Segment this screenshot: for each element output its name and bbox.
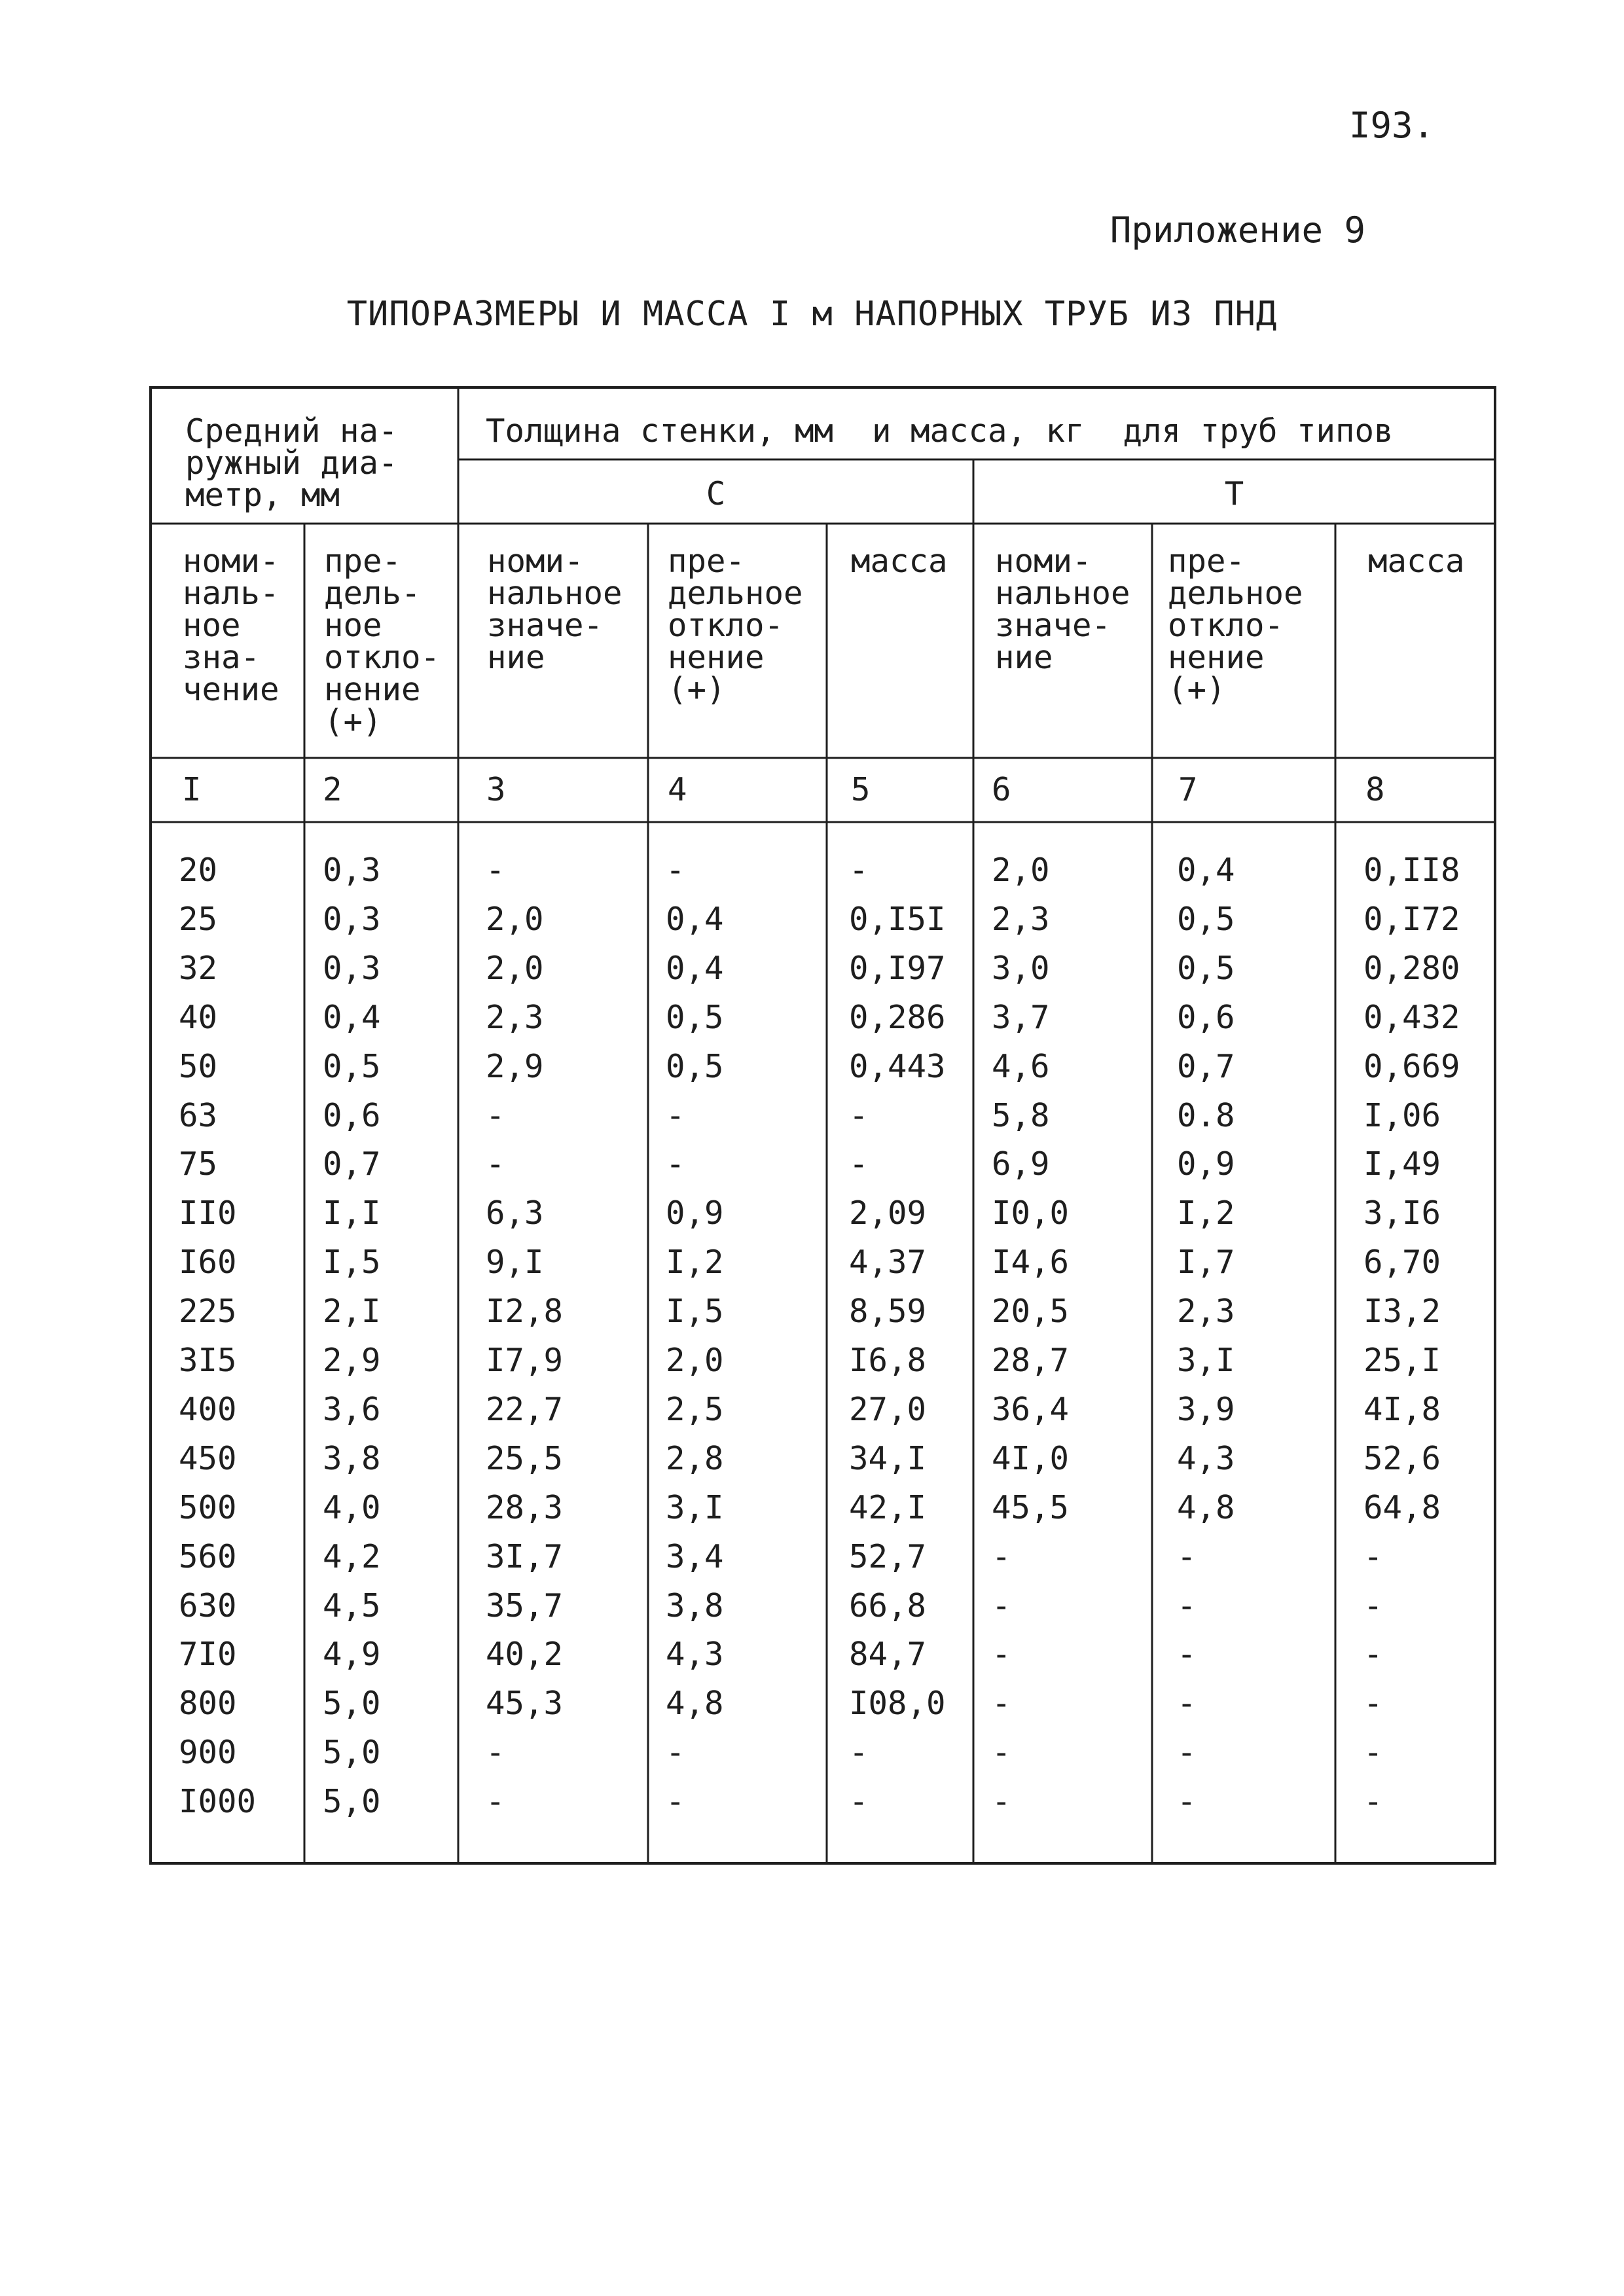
table-cell-c-mass: 34,I: [849, 1440, 927, 1477]
subheader-t-mass: масса: [1368, 543, 1465, 580]
column-number-3: 3: [486, 771, 506, 808]
table-cell-c-nominal-thickness: 28,3: [486, 1489, 564, 1526]
column-number-8: 8: [1365, 771, 1385, 808]
table-cell-t-thickness-tolerance: 2,3: [1177, 1293, 1235, 1330]
table-cell-t-nominal-thickness: -: [992, 1783, 1011, 1820]
table-cell-c-mass: 27,0: [849, 1391, 927, 1428]
table-cell-t-nominal-thickness: -: [992, 1734, 1011, 1771]
table-cell-t-mass: -: [1363, 1734, 1383, 1771]
subheader-nominal-diameter: номи- наль- ное зна- чение: [183, 543, 280, 708]
table-cell-diameter-tolerance: 3,8: [323, 1440, 381, 1477]
table-cell-t-thickness-tolerance: 0,6: [1177, 999, 1235, 1036]
table-cell-c-thickness-tolerance: -: [666, 1783, 685, 1820]
table-cell-diameter-tolerance: 5,0: [323, 1734, 381, 1771]
table-cell-c-thickness-tolerance: 3,8: [666, 1587, 724, 1624]
subheader-diameter-tolerance: пре- дель- ное откло- нение (+): [324, 543, 441, 740]
table-cell-nominal-diameter: 225: [179, 1293, 237, 1330]
table-cell-t-nominal-thickness: 5,8: [992, 1097, 1050, 1134]
table-cell-diameter-tolerance: 3,6: [323, 1391, 381, 1428]
table-cell-c-nominal-thickness: 9,I: [486, 1244, 544, 1281]
table-cell-t-mass: 3,I6: [1363, 1194, 1441, 1232]
table-cell-t-nominal-thickness: 3,7: [992, 999, 1050, 1036]
table-cell-c-mass: 66,8: [849, 1587, 927, 1624]
table-cell-t-nominal-thickness: 6,9: [992, 1145, 1050, 1183]
table-cell-diameter-tolerance: I,I: [323, 1194, 381, 1232]
table-cell-c-nominal-thickness: -: [486, 1145, 505, 1183]
table-cell-t-thickness-tolerance: 0,9: [1177, 1145, 1235, 1183]
table-cell-c-mass: -: [849, 1097, 869, 1134]
table-cell-t-thickness-tolerance: 0,5: [1177, 950, 1235, 987]
table-cell-t-mass: 52,6: [1363, 1440, 1441, 1477]
table-cell-nominal-diameter: 560: [179, 1538, 237, 1575]
table-cell-t-mass: I3,2: [1363, 1293, 1441, 1330]
table-cell-t-thickness-tolerance: 4,8: [1177, 1489, 1235, 1526]
header-type-t: Т: [1224, 475, 1244, 512]
table-cell-c-nominal-thickness: 35,7: [486, 1587, 564, 1624]
table-cell-diameter-tolerance: 4,2: [323, 1538, 381, 1575]
table-cell-diameter-tolerance: 0,5: [323, 1048, 381, 1085]
table-cell-t-nominal-thickness: 36,4: [992, 1391, 1070, 1428]
table-cell-diameter-tolerance: 0,3: [323, 901, 381, 938]
table-cell-c-nominal-thickness: I2,8: [486, 1293, 564, 1330]
table-cell-t-nominal-thickness: -: [992, 1538, 1011, 1575]
table-cell-t-mass: -: [1363, 1587, 1383, 1624]
table-cell-t-thickness-tolerance: -: [1177, 1538, 1197, 1575]
table-cell-c-nominal-thickness: -: [486, 1783, 505, 1820]
table-cell-c-nominal-thickness: -: [486, 1097, 505, 1134]
table-cell-t-nominal-thickness: -: [992, 1685, 1011, 1722]
table-cell-t-nominal-thickness: 45,5: [992, 1489, 1070, 1526]
table-cell-t-mass: I,49: [1363, 1145, 1441, 1183]
table-cell-c-mass: 0,I97: [849, 950, 946, 987]
table-cell-nominal-diameter: 25: [179, 901, 218, 938]
table-cell-diameter-tolerance: 4,0: [323, 1489, 381, 1526]
table-cell-t-thickness-tolerance: 0,5: [1177, 901, 1235, 938]
column-number-1: I: [182, 771, 202, 808]
table-cell-t-nominal-thickness: 3,0: [992, 950, 1050, 987]
table-cell-t-mass: 0,280: [1363, 950, 1460, 987]
table-cell-c-thickness-tolerance: 0,4: [666, 901, 724, 938]
column-number-2: 2: [323, 771, 342, 808]
table-cell-t-nominal-thickness: 28,7: [992, 1342, 1070, 1379]
table-cell-c-thickness-tolerance: I,2: [666, 1244, 724, 1281]
table-cell-t-thickness-tolerance: 0,7: [1177, 1048, 1235, 1085]
table-cell-c-mass: I6,8: [849, 1342, 927, 1379]
table-cell-nominal-diameter: I000: [179, 1783, 257, 1820]
table-cell-nominal-diameter: 450: [179, 1440, 237, 1477]
table-cell-diameter-tolerance: 5,0: [323, 1783, 381, 1820]
header-wall-thickness-and-mass: Толщина стенки, мм и масса, кг для труб типов: [486, 412, 1394, 450]
table-cell-nominal-diameter: 32: [179, 950, 218, 987]
table-cell-t-thickness-tolerance: 4,3: [1177, 1440, 1235, 1477]
table-cell-nominal-diameter: 20: [179, 852, 218, 889]
table-cell-t-mass: 25,I: [1363, 1342, 1441, 1379]
subheader-c-mass: масса: [851, 543, 948, 580]
table-cell-diameter-tolerance: 0,3: [323, 852, 381, 889]
table-cell-c-thickness-tolerance: 0,4: [666, 950, 724, 987]
table-cell-c-mass: 84,7: [849, 1636, 927, 1673]
table-cell-c-nominal-thickness: 3I,7: [486, 1538, 564, 1575]
table-cell-nominal-diameter: I60: [179, 1244, 237, 1281]
table-cell-t-nominal-thickness: I0,0: [992, 1194, 1070, 1232]
table-cell-diameter-tolerance: I,5: [323, 1244, 381, 1281]
table-cell-c-thickness-tolerance: 0,5: [666, 999, 724, 1036]
table-cell-c-nominal-thickness: I7,9: [486, 1342, 564, 1379]
table-cell-c-thickness-tolerance: 4,8: [666, 1685, 724, 1722]
table-cell-c-thickness-tolerance: 0,5: [666, 1048, 724, 1085]
table-cell-c-mass: 0,I5I: [849, 901, 946, 938]
table-cell-diameter-tolerance: 4,9: [323, 1636, 381, 1673]
table-cell-nominal-diameter: 400: [179, 1391, 237, 1428]
table-cell-c-mass: -: [849, 852, 869, 889]
document-title: ТИПОРАЗМЕРЫ И МАССА I м НАПОРНЫХ ТРУБ ИЗ ПНД: [346, 295, 1278, 334]
header-type-c: С: [706, 475, 726, 512]
table-cell-t-thickness-tolerance: 0,4: [1177, 852, 1235, 889]
table-cell-diameter-tolerance: 0,7: [323, 1145, 381, 1183]
table-cell-c-nominal-thickness: 2,3: [486, 999, 544, 1036]
table-cell-nominal-diameter: 3I5: [179, 1342, 237, 1379]
table-cell-c-nominal-thickness: 2,9: [486, 1048, 544, 1085]
table-cell-c-nominal-thickness: -: [486, 1734, 505, 1771]
table-cell-c-thickness-tolerance: -: [666, 852, 685, 889]
table-cell-diameter-tolerance: 0,6: [323, 1097, 381, 1134]
table-cell-t-thickness-tolerance: I,7: [1177, 1244, 1235, 1281]
header-mean-outer-diameter: Средний на- ружный диа- метр, мм: [185, 412, 398, 514]
table-cell-diameter-tolerance: 0,3: [323, 950, 381, 987]
column-number-7: 7: [1178, 771, 1198, 808]
table-cell-nominal-diameter: 7I0: [179, 1636, 237, 1673]
table-cell-c-mass: 42,I: [849, 1489, 927, 1526]
table-cell-diameter-tolerance: 4,5: [323, 1587, 381, 1624]
table-cell-t-nominal-thickness: 2,0: [992, 852, 1050, 889]
table-cell-c-nominal-thickness: 2,0: [486, 901, 544, 938]
table-cell-c-nominal-thickness: 25,5: [486, 1440, 564, 1477]
table-cell-c-mass: 52,7: [849, 1538, 927, 1575]
table-cell-c-mass: 0,443: [849, 1048, 946, 1085]
table-cell-nominal-diameter: 800: [179, 1685, 237, 1722]
table-cell-nominal-diameter: 40: [179, 999, 218, 1036]
table-cell-t-thickness-tolerance: -: [1177, 1636, 1197, 1673]
table-cell-t-nominal-thickness: 4,6: [992, 1048, 1050, 1085]
table-cell-t-mass: -: [1363, 1636, 1383, 1673]
subheader-t-nominal-thickness: номи- нальное значе- ние: [995, 543, 1130, 676]
table-cell-diameter-tolerance: 0,4: [323, 999, 381, 1036]
table-cell-c-mass: -: [849, 1734, 869, 1771]
table-cell-diameter-tolerance: 2,9: [323, 1342, 381, 1379]
table-cell-c-nominal-thickness: 22,7: [486, 1391, 564, 1428]
table-cell-t-nominal-thickness: -: [992, 1636, 1011, 1673]
table-cell-nominal-diameter: 63: [179, 1097, 218, 1134]
table-cell-t-mass: -: [1363, 1783, 1383, 1820]
table-cell-c-thickness-tolerance: I,5: [666, 1293, 724, 1330]
table-cell-c-nominal-thickness: 2,0: [486, 950, 544, 987]
appendix-label: Приложение 9: [1110, 209, 1365, 251]
table-cell-nominal-diameter: 50: [179, 1048, 218, 1085]
table-cell-t-thickness-tolerance: 3,I: [1177, 1342, 1235, 1379]
table-cell-diameter-tolerance: 5,0: [323, 1685, 381, 1722]
table-cell-t-nominal-thickness: -: [992, 1587, 1011, 1624]
table-cell-t-nominal-thickness: I4,6: [992, 1244, 1070, 1281]
table-cell-t-mass: 0,I72: [1363, 901, 1460, 938]
table-cell-t-nominal-thickness: 20,5: [992, 1293, 1070, 1330]
table-cell-c-thickness-tolerance: 4,3: [666, 1636, 724, 1673]
table-cell-c-mass: 0,286: [849, 999, 946, 1036]
table-cell-t-mass: 0,II8: [1363, 852, 1460, 889]
table-cell-t-mass: 4I,8: [1363, 1391, 1441, 1428]
table-cell-t-mass: 0,669: [1363, 1048, 1460, 1085]
table-cell-nominal-diameter: 75: [179, 1145, 218, 1183]
table-cell-c-thickness-tolerance: 3,I: [666, 1489, 724, 1526]
table-cell-t-nominal-thickness: 4I,0: [992, 1440, 1070, 1477]
table-cell-c-nominal-thickness: 45,3: [486, 1685, 564, 1722]
column-number-4: 4: [668, 771, 687, 808]
table-cell-t-thickness-tolerance: -: [1177, 1783, 1197, 1820]
table-cell-nominal-diameter: II0: [179, 1194, 237, 1232]
table-cell-t-mass: -: [1363, 1685, 1383, 1722]
table-cell-t-mass: I,06: [1363, 1097, 1441, 1134]
table-cell-t-mass: -: [1363, 1538, 1383, 1575]
table-cell-c-nominal-thickness: -: [486, 852, 505, 889]
table-cell-t-thickness-tolerance: 3,9: [1177, 1391, 1235, 1428]
subheader-c-thickness-tolerance: пре- дельное откло- нение (+): [668, 543, 803, 708]
table-cell-nominal-diameter: 630: [179, 1587, 237, 1624]
table-cell-t-thickness-tolerance: 0.8: [1177, 1097, 1235, 1134]
table-cell-c-thickness-tolerance: 2,5: [666, 1391, 724, 1428]
table-cell-t-thickness-tolerance: -: [1177, 1587, 1197, 1624]
table-cell-c-nominal-thickness: 40,2: [486, 1636, 564, 1673]
table-cell-c-mass: I08,0: [849, 1685, 946, 1722]
table-cell-c-mass: -: [849, 1783, 869, 1820]
table-cell-c-thickness-tolerance: 2,8: [666, 1440, 724, 1477]
table-cell-c-thickness-tolerance: 2,0: [666, 1342, 724, 1379]
table-cell-c-thickness-tolerance: -: [666, 1734, 685, 1771]
subheader-t-thickness-tolerance: пре- дельное откло- нение (+): [1168, 543, 1303, 708]
table-cell-nominal-diameter: 500: [179, 1489, 237, 1526]
table-cell-t-mass: 0,432: [1363, 999, 1460, 1036]
table-cell-c-thickness-tolerance: -: [666, 1097, 685, 1134]
table-cell-c-thickness-tolerance: -: [666, 1145, 685, 1183]
table-cell-t-thickness-tolerance: -: [1177, 1685, 1197, 1722]
table-cell-c-mass: -: [849, 1145, 869, 1183]
table-cell-c-thickness-tolerance: 0,9: [666, 1194, 724, 1232]
table-cell-c-mass: 4,37: [849, 1244, 927, 1281]
table-cell-diameter-tolerance: 2,I: [323, 1293, 381, 1330]
table-cell-t-mass: 6,70: [1363, 1244, 1441, 1281]
column-number-6: 6: [992, 771, 1011, 808]
table-cell-t-mass: 64,8: [1363, 1489, 1441, 1526]
table-cell-nominal-diameter: 900: [179, 1734, 237, 1771]
table-cell-c-mass: 8,59: [849, 1293, 927, 1330]
table-cell-c-thickness-tolerance: 3,4: [666, 1538, 724, 1575]
table-cell-c-nominal-thickness: 6,3: [486, 1194, 544, 1232]
subheader-c-nominal-thickness: номи- нальное значе- ние: [487, 543, 623, 676]
table-cell-c-mass: 2,09: [849, 1194, 927, 1232]
column-number-5: 5: [851, 771, 871, 808]
page-number: I93.: [1348, 105, 1434, 146]
table-cell-t-thickness-tolerance: I,2: [1177, 1194, 1235, 1232]
table-cell-t-nominal-thickness: 2,3: [992, 901, 1050, 938]
table-cell-t-thickness-tolerance: -: [1177, 1734, 1197, 1771]
